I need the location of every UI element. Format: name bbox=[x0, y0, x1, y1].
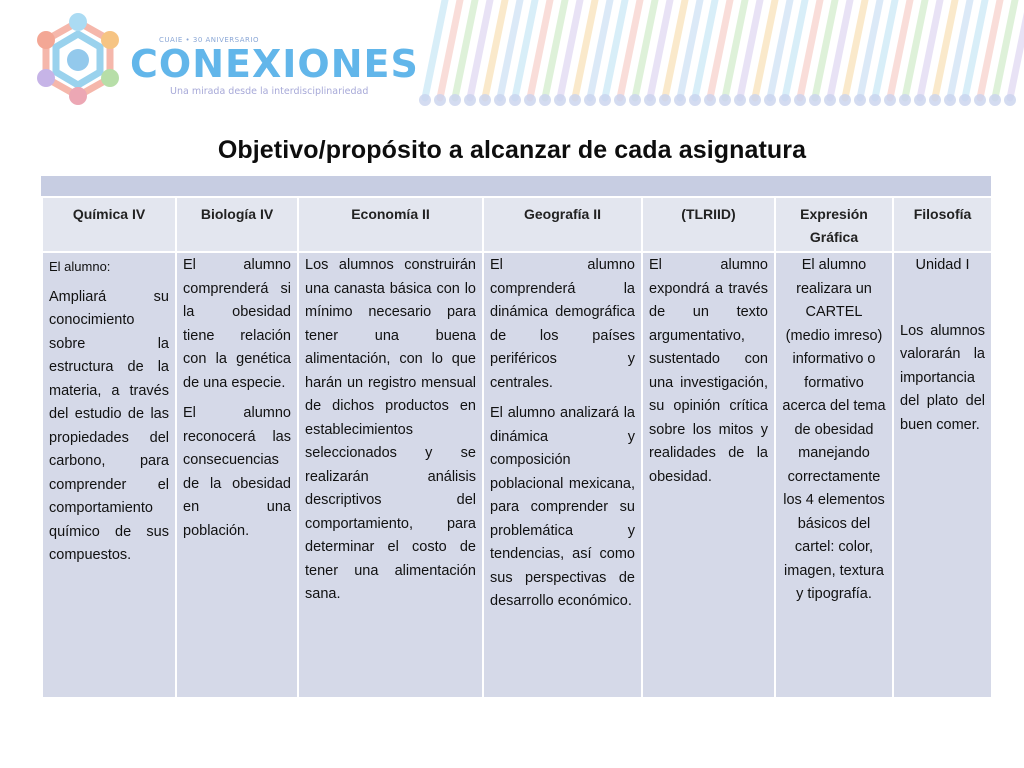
decorative-dot bbox=[989, 94, 1001, 106]
decorative-dot bbox=[449, 94, 461, 106]
cell-text: El alumno expondrá a través de un texto argumentativo, sustentado con una investigación, su opinión crítica sobre los mitos y realidades de la obesidad. bbox=[649, 257, 768, 485]
slide-title: Objetivo/propósito a alcanzar de cada asignatura bbox=[217, 136, 807, 164]
column-header: (TLRIID) bbox=[642, 197, 775, 252]
decorative-dot bbox=[479, 94, 491, 106]
cell-text: Ampliará su conocimiento sobre la estructura de la materia, a través del estudio de las propiedades del carbono, para comprender el comportamiento químico de sus compuestos. bbox=[49, 288, 169, 563]
decorative-dot bbox=[434, 94, 446, 106]
cell-expresion bbox=[775, 252, 893, 698]
cell-filosofia bbox=[893, 252, 992, 698]
column-header: Economía II bbox=[298, 197, 483, 252]
logo-small-text: CUAIE • 30 ANIVERSARIO bbox=[159, 36, 259, 44]
decorative-dot bbox=[974, 94, 986, 106]
cell-geografia bbox=[483, 252, 642, 698]
decorative-dot bbox=[794, 94, 806, 106]
decorative-dot bbox=[419, 94, 431, 106]
cell-tlriid bbox=[642, 252, 775, 698]
decorative-dot bbox=[539, 94, 551, 106]
column-header: Filosofía bbox=[893, 197, 992, 252]
cell-text: El alumno analizará la dinámica y composición poblacional mexicana, para comprender su problemática y tendencias, así como sus perspectivas de desarrollo económico. bbox=[490, 405, 635, 609]
cell-text: Los alumnos valorarán la importancia del plato del buen comer. bbox=[900, 322, 985, 433]
conexiones-logo bbox=[28, 10, 419, 110]
decorative-dot bbox=[854, 94, 866, 106]
decorative-dot bbox=[884, 94, 896, 106]
decorative-dot bbox=[689, 94, 701, 106]
decorative-dot bbox=[1004, 94, 1016, 106]
decorative-dot bbox=[764, 94, 776, 106]
decorative-dot bbox=[779, 94, 791, 106]
column-header: Geografía II bbox=[483, 197, 642, 252]
column-header: Química IV bbox=[42, 197, 176, 252]
decorative-dot bbox=[719, 94, 731, 106]
decorative-dot bbox=[929, 94, 941, 106]
decorative-dot bbox=[509, 94, 521, 106]
decorative-dot bbox=[944, 94, 956, 106]
cell-economia bbox=[298, 252, 483, 698]
column-header: Biología IV bbox=[176, 197, 298, 252]
cell-biologia bbox=[176, 252, 298, 698]
decorative-dot bbox=[839, 94, 851, 106]
decorative-dot bbox=[899, 94, 911, 106]
decorative-dot bbox=[599, 94, 611, 106]
decorative-dot bbox=[824, 94, 836, 106]
decorative-dot bbox=[494, 94, 506, 106]
cell-text: El alumno comprenderá si la obesidad tiene relación con la genética de una especie. bbox=[183, 257, 291, 391]
logo-wordmark: CONEXIONES bbox=[130, 42, 419, 86]
cell-text: El alumno realizara un CARTEL (medio imreso) informativo o formativo acerca del tema de obesidad manejando correctamente los 4 elementos básicos del cartel: color, imagen, textura y tipografía. bbox=[782, 257, 886, 602]
decorative-dot bbox=[464, 94, 476, 106]
decorative-dot bbox=[554, 94, 566, 106]
cell-text: El alumno comprenderá la dinámica demográfica de los países periféricos y centrales. bbox=[490, 257, 635, 391]
cell-quimica bbox=[42, 252, 176, 698]
decorative-dot bbox=[584, 94, 596, 106]
decorative-dot bbox=[749, 94, 761, 106]
decorative-dot bbox=[914, 94, 926, 106]
decorative-dot bbox=[704, 94, 716, 106]
cell-text: El alumno: bbox=[49, 259, 111, 274]
table-row bbox=[42, 252, 992, 698]
decorative-dot bbox=[959, 94, 971, 106]
decorative-dot bbox=[674, 94, 686, 106]
column-header: Expresión Gráfica bbox=[775, 197, 893, 252]
decorative-dot bbox=[629, 94, 641, 106]
cell-text: Unidad I bbox=[915, 257, 970, 273]
decorative-dot bbox=[569, 94, 581, 106]
subjects-table bbox=[41, 196, 993, 699]
decorative-dot bbox=[524, 94, 536, 106]
decorative-dot bbox=[734, 94, 746, 106]
decorative-dot bbox=[869, 94, 881, 106]
table-header-row bbox=[42, 197, 992, 252]
decorative-dot bbox=[659, 94, 671, 106]
cell-text: El alumno reconocerá las consecuencias de la obesidad en una población. bbox=[183, 405, 291, 539]
logo-tagline: Una mirada desde la interdisciplinariedad bbox=[170, 86, 369, 97]
decorative-dot bbox=[809, 94, 821, 106]
cell-text: Los alumnos construirán una canasta básica con lo mínimo necesario para tener una buena alimentación, con lo que harán un registro mensual de dichos productos en establecimientos seleccionados y se realizarán análisis descriptivos del comportamiento, para determinar el costo de tener una alimentación sana. bbox=[305, 257, 476, 602]
decorative-dot bbox=[614, 94, 626, 106]
decorative-stripes bbox=[415, 0, 1024, 112]
molecule-logo-icon bbox=[28, 10, 128, 110]
table-top-band bbox=[41, 176, 991, 196]
decorative-dot bbox=[644, 94, 656, 106]
